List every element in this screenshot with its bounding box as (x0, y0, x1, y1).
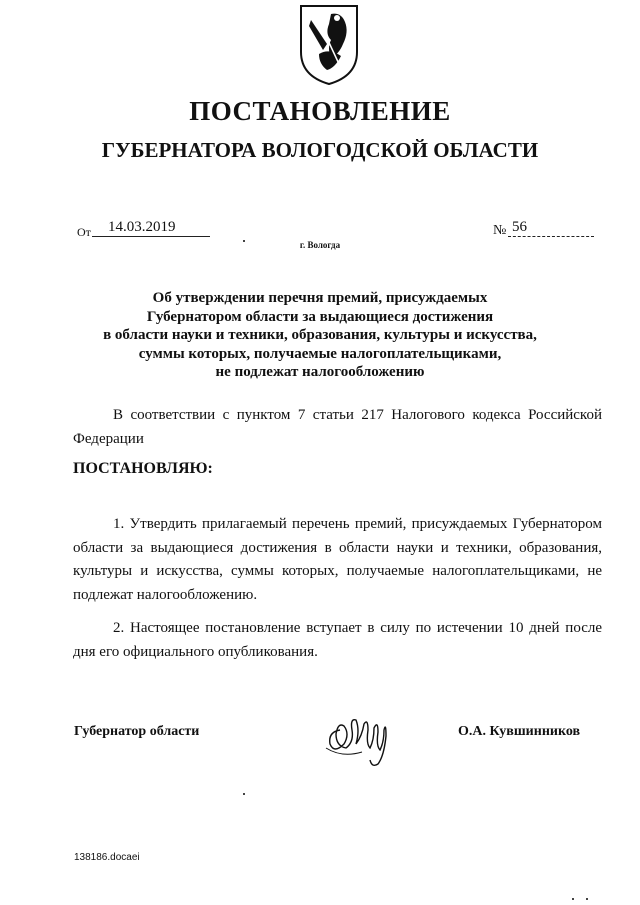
document-date: 14.03.2019 (108, 219, 176, 235)
document-title: ПОСТАНОВЛЕНИЕ (189, 96, 451, 126)
number-underline (508, 236, 594, 237)
item-2-paragraph (73, 617, 602, 664)
preamble-paragraph (73, 404, 602, 451)
scan-speck (586, 898, 588, 900)
scan-speck (572, 898, 574, 900)
item-2-text: 2. Настоящее постановление вступает в силу по истечении 10 дней после дня его официального опубликования. (73, 620, 602, 660)
item-1-paragraph (73, 513, 602, 607)
subject-line: Губернатором области за выдающиеся достижения (146, 308, 494, 325)
document-subtitle: ГУБЕРНАТОРА ВОЛОГОДСКОЙ ОБЛАСТИ (101, 138, 539, 162)
scan-speck (243, 240, 245, 242)
signatory-position: Губернатор области (74, 724, 200, 739)
number-sign: № (493, 223, 507, 238)
signatory-name: О.А. Кувшинников (458, 724, 581, 739)
item-1-text: 1. Утвердить прилагаемый перечень премий, присуждаемых Губернатором области за выдающиеся достижения в области науки и техники, образования, культуры и искусства, суммы которых, получаемые налогоплательщиками, не подлежат налогообложению. (73, 516, 602, 603)
subject-line: Об утверждении перечня премий, присуждаемых (152, 290, 488, 306)
subject-line: не подлежат налогообложению (215, 364, 425, 380)
date-prefix: От (77, 225, 91, 239)
resolve-heading: ПОСТАНОВЛЯЮ: (73, 460, 213, 477)
handwritten-signature (322, 700, 396, 770)
coat-of-arms-emblem (297, 4, 361, 86)
city-label: г. Вологда (299, 240, 341, 250)
document-number: 56 (512, 219, 527, 235)
file-reference: 138186.docaei (74, 852, 140, 863)
date-underline (92, 236, 210, 237)
subject-line: в области науки и техники, образования, культуры и искусства, (103, 327, 537, 343)
scan-speck (243, 793, 245, 795)
subject-heading (60, 289, 580, 382)
preamble-text: В соответствии с пунктом 7 статьи 217 Налогового кодекса Российской Федерации (73, 407, 602, 447)
subject-line: суммы которых, получаемые налогоплательщиками, (138, 345, 502, 362)
